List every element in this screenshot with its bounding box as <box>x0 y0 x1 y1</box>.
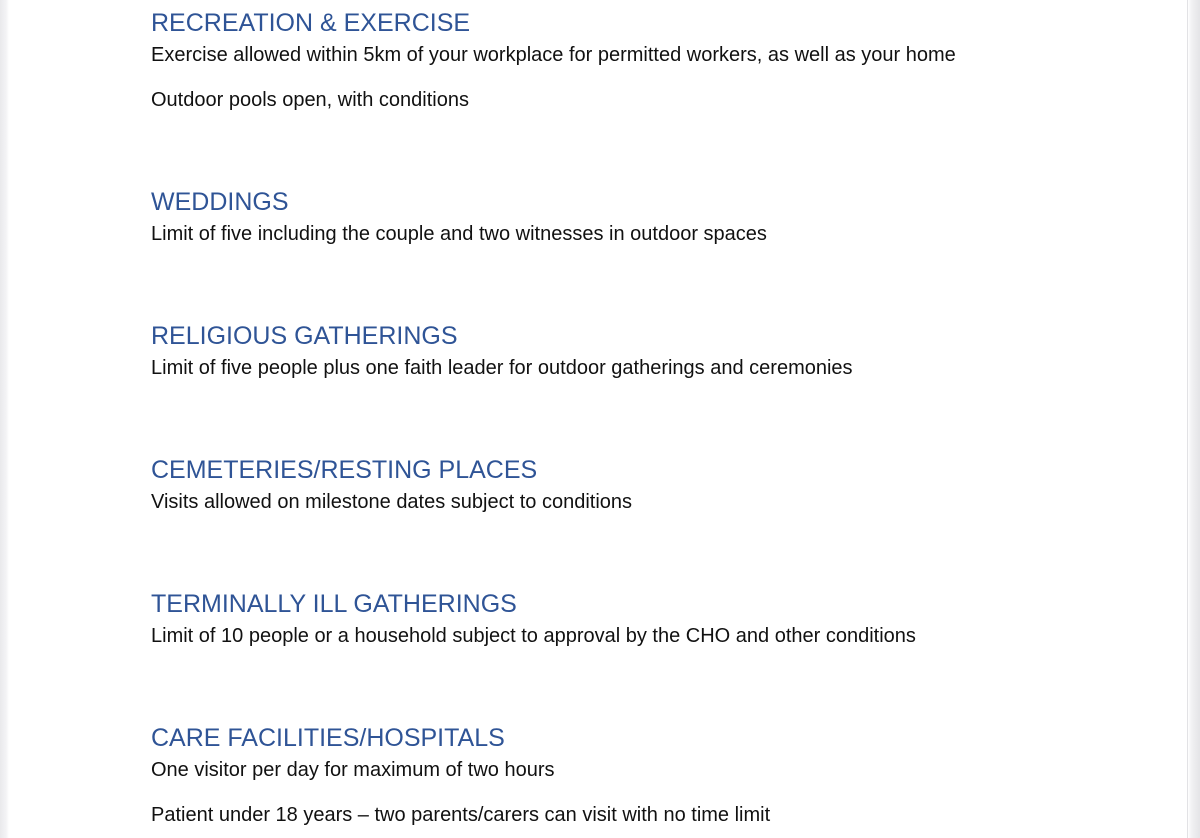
section-text-line: Limit of five including the couple and two witnesses in outdoor spaces <box>151 223 767 245</box>
section-religious-gatherings <box>151 321 1160 380</box>
section-text-line: Outdoor pools open, with conditions <box>151 89 469 111</box>
section-weddings <box>151 187 1160 246</box>
section-heading: RECREATION & EXERCISE <box>151 9 471 37</box>
section-heading: CEMETERIES/RESTING PLACES <box>151 456 538 484</box>
section-care-facilities-hospitals <box>151 723 1160 827</box>
page-right-border <box>1187 0 1188 838</box>
section-terminally-ill-gatherings <box>151 589 1160 648</box>
page-left-edge-shadow <box>0 0 9 838</box>
section-text-line: Exercise allowed within 5km of your workplace for permitted workers, as well as your home <box>151 44 956 66</box>
section-recreation-exercise <box>151 8 1160 112</box>
section-text-line: Visits allowed on milestone dates subject to conditions <box>151 491 633 513</box>
section-heading: RELIGIOUS GATHERINGS <box>151 322 458 350</box>
section-text-line: Patient under 18 years – two parents/carers can visit with no time limit <box>151 804 771 826</box>
section-text-line: One visitor per day for maximum of two hours <box>151 759 555 781</box>
section-heading: CARE FACILITIES/HOSPITALS <box>151 724 505 752</box>
section-heading: WEDDINGS <box>151 188 289 216</box>
section-cemeteries-resting-places <box>151 455 1160 514</box>
section-text-line: Limit of 10 people or a household subject to approval by the CHO and other conditions <box>151 625 916 647</box>
section-heading: TERMINALLY ILL GATHERINGS <box>151 590 517 618</box>
section-text-line: Limit of five people plus one faith leader for outdoor gatherings and ceremonies <box>151 357 853 379</box>
page-right-edge-shadow <box>1188 0 1200 838</box>
